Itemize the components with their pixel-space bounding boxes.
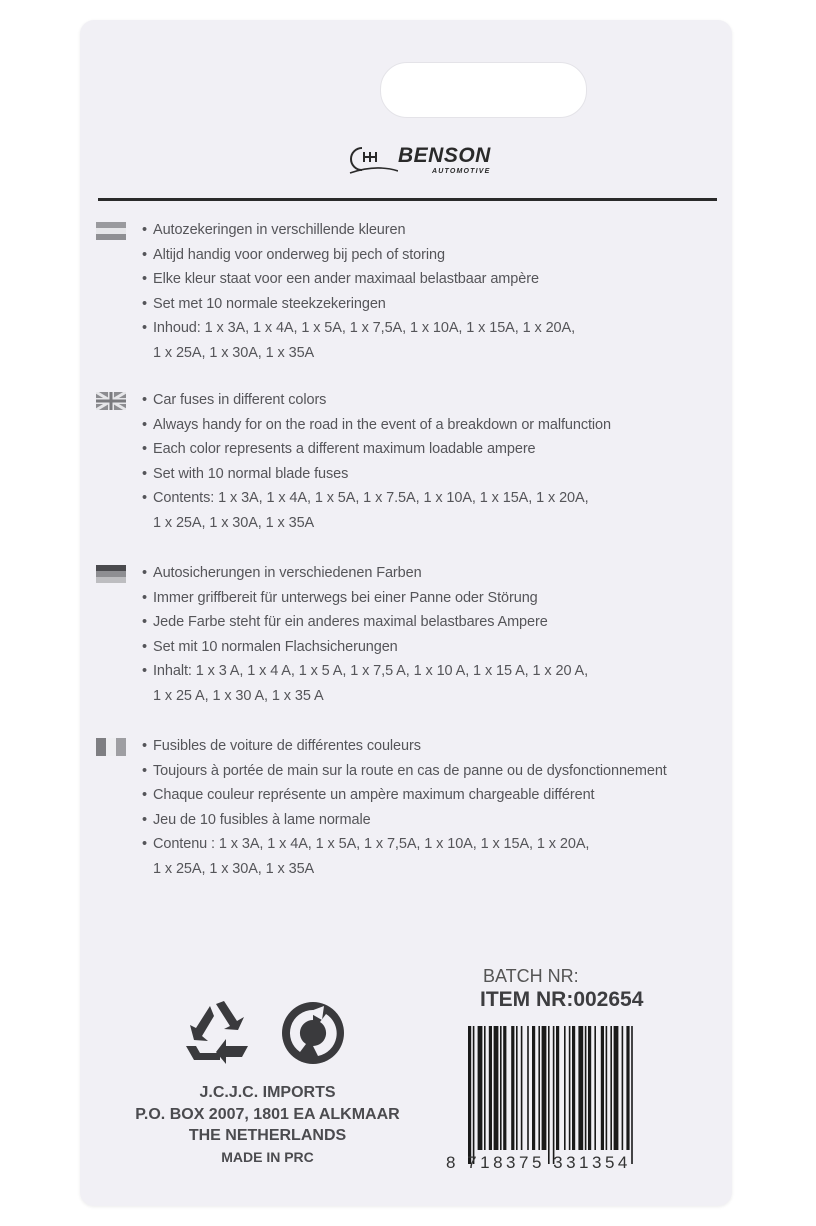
bullet: • — [142, 787, 147, 804]
barcode-bar — [548, 1026, 550, 1164]
bullet: • — [142, 663, 147, 680]
bullet: • — [142, 320, 147, 337]
text-line: • Each color represents a different maximum loadable ampere — [142, 437, 611, 462]
text-line: 1 x 25A, 1 x 30A, 1 x 35A — [153, 514, 315, 531]
barcode-bar — [614, 1026, 619, 1150]
bullet: • — [142, 295, 147, 312]
barcode-bar — [468, 1026, 471, 1164]
text-line: • Fusibles de voiture de différentes couleurs — [142, 734, 667, 759]
bullet: • — [142, 638, 147, 655]
section-lines — [142, 561, 588, 709]
barcode-bar — [503, 1026, 506, 1150]
barcode — [446, 1026, 686, 1166]
bullet: • — [142, 738, 147, 754]
bullet: • — [142, 490, 147, 507]
text-line: • Always handy for on the road in the event of a breakdown or malfunction — [142, 413, 611, 438]
barcode-bar — [578, 1026, 583, 1150]
barcode-bar — [569, 1026, 571, 1150]
section-lines — [142, 218, 575, 366]
text-line: • Set met 10 normale steekzekeringen — [142, 292, 575, 317]
bullet: • — [142, 416, 147, 433]
text-line: 1 x 25A, 1 x 30A, 1 x 35A — [153, 860, 315, 877]
barcode-bar — [494, 1026, 499, 1150]
item-number: ITEM NR:002654 — [480, 988, 644, 1011]
bullet: • — [142, 589, 147, 606]
barcode-bar — [532, 1026, 535, 1150]
batch-number-label: BATCH NR: — [483, 966, 579, 986]
shifter-icon — [346, 140, 398, 180]
barcode-bar — [610, 1026, 612, 1150]
barcode-bar — [516, 1026, 518, 1150]
barcode-bar — [631, 1026, 633, 1164]
barcode-bar — [594, 1026, 596, 1150]
uk-flag-icon — [96, 392, 126, 410]
barcode-bar — [585, 1026, 587, 1150]
barcode-bar — [564, 1026, 566, 1150]
bullet: • — [142, 614, 147, 631]
text-line: • Jede Farbe steht für ein anderes maximal belastbares Ampere — [142, 610, 588, 635]
barcode-bar — [473, 1026, 475, 1164]
po-box: P.O. BOX 2007, 1801 EA ALKMAAR — [135, 1105, 400, 1123]
barcode-bar — [478, 1026, 483, 1150]
barcode-bar — [521, 1026, 523, 1150]
barcode-bar — [622, 1026, 624, 1150]
text-line: • Set with 10 normal blade fuses — [142, 462, 611, 487]
barcode-bar — [553, 1026, 555, 1164]
bullet: • — [142, 811, 147, 828]
netherlands-flag-icon — [96, 222, 126, 240]
bullet: • — [142, 565, 147, 581]
bullet: • — [142, 441, 147, 458]
barcode-bar — [626, 1026, 629, 1150]
origin: MADE IN PRC — [221, 1148, 314, 1165]
text-line: 1 x 25A, 1 x 30A, 1 x 35A — [153, 344, 315, 361]
text-line: • Inhalt: 1 x 3 A, 1 x 4 A, 1 x 5 A, 1 x 7,5 A, 1 x 10 A, 1 x 15 A, 1 x 20 A, — [142, 659, 588, 684]
barcode-bar — [484, 1026, 486, 1150]
section-lines — [142, 388, 611, 536]
barcode-bar — [511, 1026, 514, 1150]
importer-address — [90, 1082, 445, 1168]
bullet: • — [142, 271, 147, 288]
text-line: • Elke kleur staat voor een ander maximaal belastbaar ampère — [142, 267, 575, 292]
barcode-bar — [489, 1026, 492, 1150]
barcode-number: 8 718375 331354 — [446, 1153, 631, 1172]
company-name: J.C.J.C. IMPORTS — [199, 1084, 336, 1101]
barcode-bar — [542, 1026, 547, 1150]
barcode-bar — [606, 1026, 608, 1150]
hang-hole — [380, 62, 587, 118]
brand-subtitle: AUTOMOTIVE — [432, 168, 491, 175]
barcode-bar — [538, 1026, 540, 1150]
text-line: • Chaque couleur représente un ampère maximum chargeable différent — [142, 783, 667, 808]
text-line: 1 x 25 A, 1 x 30 A, 1 x 35 A — [153, 687, 324, 704]
bullet: • — [142, 762, 147, 779]
text-line: • Car fuses in different colors — [142, 388, 611, 413]
header-divider — [98, 198, 717, 201]
recycle-icon — [180, 1000, 252, 1066]
text-line: • Jeu de 10 fusibles à lame normale — [142, 808, 667, 833]
green-dot-icon — [280, 1000, 346, 1066]
text-line: • Inhoud: 1 x 3A, 1 x 4A, 1 x 5A, 1 x 7,5A, 1 x 10A, 1 x 15A, 1 x 20A, — [142, 316, 575, 341]
barcode-bar — [588, 1026, 591, 1150]
section-lines — [142, 734, 667, 882]
france-flag-icon — [96, 738, 126, 756]
country: THE NETHERLANDS — [188, 1127, 347, 1144]
text-line: • Immer griffbereit für unterwegs bei einer Panne oder Störung — [142, 586, 588, 611]
text-line: • Altijd handig voor onderweg bij pech of storing — [142, 243, 575, 268]
brand-name: BENSON — [398, 144, 491, 167]
barcode-bar — [601, 1026, 604, 1150]
text-line: • Set mit 10 normalen Flachsicherungen — [142, 635, 588, 660]
brand-logo — [346, 140, 516, 180]
germany-flag-icon — [96, 565, 126, 583]
bullet: • — [142, 222, 147, 238]
bullet: • — [142, 392, 147, 408]
barcode-bar — [572, 1026, 575, 1150]
text-line: • Autosicherungen in verschiedenen Farben — [142, 561, 588, 586]
bullet: • — [142, 246, 147, 263]
text-line: • Autozekeringen in verschillende kleuren — [142, 218, 575, 243]
barcode-bar — [527, 1026, 529, 1150]
barcode-bar — [556, 1026, 559, 1150]
bullet: • — [142, 836, 147, 853]
barcode-bar — [500, 1026, 502, 1150]
text-line: • Contenu : 1 x 3A, 1 x 4A, 1 x 5A, 1 x 7,5A, 1 x 10A, 1 x 15A, 1 x 20A, — [142, 832, 667, 857]
bullet: • — [142, 465, 147, 482]
text-line: • Contents: 1 x 3A, 1 x 4A, 1 x 5A, 1 x 7.5A, 1 x 10A, 1 x 15A, 1 x 20A, — [142, 486, 611, 511]
text-line: • Toujours à portée de main sur la route en cas de panne ou de dysfonctionnement — [142, 759, 667, 784]
